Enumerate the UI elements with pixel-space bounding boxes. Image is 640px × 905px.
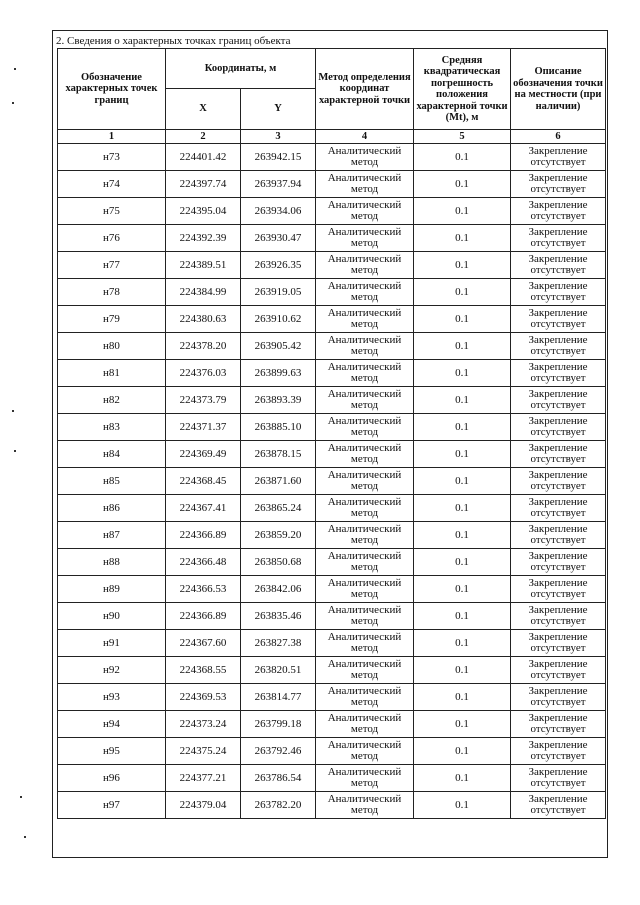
error-cell: 0.1: [414, 198, 511, 225]
scan-speck: [12, 410, 14, 412]
description-cell: Закрепление отсутствует: [511, 360, 606, 387]
table-row: [58, 711, 606, 738]
point-id: н78: [58, 279, 166, 306]
coord-x: 224373.79: [166, 387, 241, 414]
method-cell: Аналитический метод: [316, 171, 414, 198]
point-id: н85: [58, 468, 166, 495]
error-cell: 0.1: [414, 576, 511, 603]
table-row: [58, 684, 606, 711]
column-number: 1: [58, 130, 166, 144]
coord-x: 224384.99: [166, 279, 241, 306]
header-designation: Обозначение характерных точек границ: [58, 49, 166, 130]
coord-y: 263937.94: [241, 171, 316, 198]
description-cell: Закрепление отсутствует: [511, 630, 606, 657]
coord-y: 263905.42: [241, 333, 316, 360]
method-cell: Аналитический метод: [316, 576, 414, 603]
description-cell: Закрепление отсутствует: [511, 333, 606, 360]
method-cell: Аналитический метод: [316, 495, 414, 522]
coord-x: 224389.51: [166, 252, 241, 279]
description-cell: Закрепление отсутствует: [511, 495, 606, 522]
coord-y: 263842.06: [241, 576, 316, 603]
description-cell: Закрепление отсутствует: [511, 684, 606, 711]
coord-x: 224376.03: [166, 360, 241, 387]
table-row: [58, 144, 606, 171]
point-id: н84: [58, 441, 166, 468]
coord-x: 224366.53: [166, 576, 241, 603]
coord-y: 263859.20: [241, 522, 316, 549]
header-method: Метод определения координат характерной точки: [316, 49, 414, 130]
coord-y: 263865.24: [241, 495, 316, 522]
error-cell: 0.1: [414, 603, 511, 630]
coord-y: 263782.20: [241, 792, 316, 819]
method-cell: Аналитический метод: [316, 360, 414, 387]
coord-x: 224366.48: [166, 549, 241, 576]
column-number: 3: [241, 130, 316, 144]
point-id: н90: [58, 603, 166, 630]
coord-y: 263820.51: [241, 657, 316, 684]
point-id: н75: [58, 198, 166, 225]
column-number: 6: [511, 130, 606, 144]
point-id: н74: [58, 171, 166, 198]
error-cell: 0.1: [414, 711, 511, 738]
header-y: Y: [241, 89, 316, 130]
table-row: [58, 279, 606, 306]
coord-y: 263871.60: [241, 468, 316, 495]
method-cell: Аналитический метод: [316, 603, 414, 630]
coord-x: 224369.49: [166, 441, 241, 468]
point-id: н89: [58, 576, 166, 603]
method-cell: Аналитический метод: [316, 549, 414, 576]
coord-x: 224397.74: [166, 171, 241, 198]
table-row: [58, 738, 606, 765]
method-cell: Аналитический метод: [316, 198, 414, 225]
point-id: н86: [58, 495, 166, 522]
description-cell: Закрепление отсутствует: [511, 711, 606, 738]
coord-y: 263835.46: [241, 603, 316, 630]
description-cell: Закрепление отсутствует: [511, 522, 606, 549]
point-id: н95: [58, 738, 166, 765]
header-x: X: [166, 89, 241, 130]
description-cell: Закрепление отсутствует: [511, 171, 606, 198]
method-cell: Аналитический метод: [316, 738, 414, 765]
description-cell: Закрепление отсутствует: [511, 576, 606, 603]
description-cell: Закрепление отсутствует: [511, 414, 606, 441]
description-cell: Закрепление отсутствует: [511, 738, 606, 765]
coord-y: 263878.15: [241, 441, 316, 468]
boundary-points-table: [57, 48, 606, 819]
description-cell: Закрепление отсутствует: [511, 225, 606, 252]
header-coordinates: Координаты, м: [166, 49, 316, 89]
table-row: [58, 306, 606, 333]
description-cell: Закрепление отсутствует: [511, 765, 606, 792]
method-cell: Аналитический метод: [316, 630, 414, 657]
coord-y: 263814.77: [241, 684, 316, 711]
point-id: н82: [58, 387, 166, 414]
method-cell: Аналитический метод: [316, 522, 414, 549]
coord-x: 224367.60: [166, 630, 241, 657]
description-cell: Закрепление отсутствует: [511, 144, 606, 171]
table-row: [58, 630, 606, 657]
method-cell: Аналитический метод: [316, 279, 414, 306]
description-cell: Закрепление отсутствует: [511, 387, 606, 414]
coord-x: 224379.04: [166, 792, 241, 819]
table-row: [58, 549, 606, 576]
method-cell: Аналитический метод: [316, 306, 414, 333]
table-row: [58, 468, 606, 495]
coord-x: 224368.55: [166, 657, 241, 684]
table-row: [58, 603, 606, 630]
table-body: [58, 130, 606, 819]
point-id: н81: [58, 360, 166, 387]
coord-y: 263930.47: [241, 225, 316, 252]
error-cell: 0.1: [414, 360, 511, 387]
method-cell: Аналитический метод: [316, 792, 414, 819]
description-cell: Закрепление отсутствует: [511, 306, 606, 333]
point-id: н91: [58, 630, 166, 657]
description-cell: Закрепление отсутствует: [511, 792, 606, 819]
description-cell: Закрепление отсутствует: [511, 603, 606, 630]
error-cell: 0.1: [414, 792, 511, 819]
description-cell: Закрепление отсутствует: [511, 252, 606, 279]
error-cell: 0.1: [414, 387, 511, 414]
point-id: н94: [58, 711, 166, 738]
method-cell: Аналитический метод: [316, 684, 414, 711]
coord-x: 224368.45: [166, 468, 241, 495]
coord-x: 224367.41: [166, 495, 241, 522]
scan-speck: [12, 102, 14, 104]
table-row: [58, 576, 606, 603]
coord-y: 263786.54: [241, 765, 316, 792]
table-row: [58, 792, 606, 819]
description-cell: Закрепление отсутствует: [511, 657, 606, 684]
error-cell: 0.1: [414, 252, 511, 279]
error-cell: 0.1: [414, 279, 511, 306]
coord-y: 263799.18: [241, 711, 316, 738]
table-row: [58, 522, 606, 549]
method-cell: Аналитический метод: [316, 765, 414, 792]
table-row: [58, 495, 606, 522]
coord-x: 224366.89: [166, 522, 241, 549]
coord-x: 224380.63: [166, 306, 241, 333]
point-id: н93: [58, 684, 166, 711]
table-row: [58, 765, 606, 792]
point-id: н83: [58, 414, 166, 441]
method-cell: Аналитический метод: [316, 387, 414, 414]
method-cell: Аналитический метод: [316, 441, 414, 468]
error-cell: 0.1: [414, 738, 511, 765]
table-row: [58, 360, 606, 387]
description-cell: Закрепление отсутствует: [511, 198, 606, 225]
coord-y: 263885.10: [241, 414, 316, 441]
error-cell: 0.1: [414, 495, 511, 522]
coord-x: 224375.24: [166, 738, 241, 765]
point-id: н80: [58, 333, 166, 360]
column-number: 4: [316, 130, 414, 144]
method-cell: Аналитический метод: [316, 252, 414, 279]
error-cell: 0.1: [414, 414, 511, 441]
scan-speck: [14, 68, 16, 70]
coord-y: 263899.63: [241, 360, 316, 387]
table-row: [58, 414, 606, 441]
coord-y: 263827.38: [241, 630, 316, 657]
method-cell: Аналитический метод: [316, 333, 414, 360]
method-cell: Аналитический метод: [316, 657, 414, 684]
error-cell: 0.1: [414, 765, 511, 792]
coord-y: 263942.15: [241, 144, 316, 171]
error-cell: 0.1: [414, 468, 511, 495]
method-cell: Аналитический метод: [316, 225, 414, 252]
coord-y: 263850.68: [241, 549, 316, 576]
table-row: [58, 333, 606, 360]
table-row: [58, 387, 606, 414]
error-cell: 0.1: [414, 225, 511, 252]
table-row: [58, 441, 606, 468]
scan-speck: [24, 836, 26, 838]
table-row: [58, 171, 606, 198]
column-number: 2: [166, 130, 241, 144]
error-cell: 0.1: [414, 549, 511, 576]
point-id: н87: [58, 522, 166, 549]
table-row: [58, 252, 606, 279]
error-cell: 0.1: [414, 657, 511, 684]
coord-x: 224377.21: [166, 765, 241, 792]
coord-x: 224401.42: [166, 144, 241, 171]
coord-x: 224392.39: [166, 225, 241, 252]
coord-y: 263934.06: [241, 198, 316, 225]
description-cell: Закрепление отсутствует: [511, 279, 606, 306]
column-number: 5: [414, 130, 511, 144]
column-numbers-row: [58, 130, 606, 144]
error-cell: 0.1: [414, 171, 511, 198]
point-id: н96: [58, 765, 166, 792]
coord-y: 263919.05: [241, 279, 316, 306]
point-id: н73: [58, 144, 166, 171]
description-cell: Закрепление отсутствует: [511, 441, 606, 468]
header-error: Средняя квадратическая погрешность положения характерной точки (Mt), м: [414, 49, 511, 130]
header-description: Описание обозначения точки на местности (при наличии): [511, 49, 606, 130]
table-row: [58, 657, 606, 684]
error-cell: 0.1: [414, 441, 511, 468]
scan-speck: [20, 796, 22, 798]
description-cell: Закрепление отсутствует: [511, 549, 606, 576]
coord-x: 224373.24: [166, 711, 241, 738]
method-cell: Аналитический метод: [316, 144, 414, 171]
point-id: н76: [58, 225, 166, 252]
scan-speck: [14, 450, 16, 452]
error-cell: 0.1: [414, 144, 511, 171]
method-cell: Аналитический метод: [316, 711, 414, 738]
coord-y: 263910.62: [241, 306, 316, 333]
coord-y: 263792.46: [241, 738, 316, 765]
coord-y: 263926.35: [241, 252, 316, 279]
point-id: н79: [58, 306, 166, 333]
method-cell: Аналитический метод: [316, 468, 414, 495]
coord-x: 224366.89: [166, 603, 241, 630]
coord-y: 263893.39: [241, 387, 316, 414]
description-cell: Закрепление отсутствует: [511, 468, 606, 495]
error-cell: 0.1: [414, 522, 511, 549]
point-id: н77: [58, 252, 166, 279]
error-cell: 0.1: [414, 684, 511, 711]
point-id: н97: [58, 792, 166, 819]
coord-x: 224369.53: [166, 684, 241, 711]
coord-x: 224371.37: [166, 414, 241, 441]
section-title: 2. Сведения о характерных точках границ объекта: [56, 35, 291, 47]
coord-x: 224395.04: [166, 198, 241, 225]
point-id: н92: [58, 657, 166, 684]
method-cell: Аналитический метод: [316, 414, 414, 441]
table-row: [58, 198, 606, 225]
error-cell: 0.1: [414, 306, 511, 333]
point-id: н88: [58, 549, 166, 576]
table-row: [58, 225, 606, 252]
error-cell: 0.1: [414, 630, 511, 657]
error-cell: 0.1: [414, 333, 511, 360]
coord-x: 224378.20: [166, 333, 241, 360]
